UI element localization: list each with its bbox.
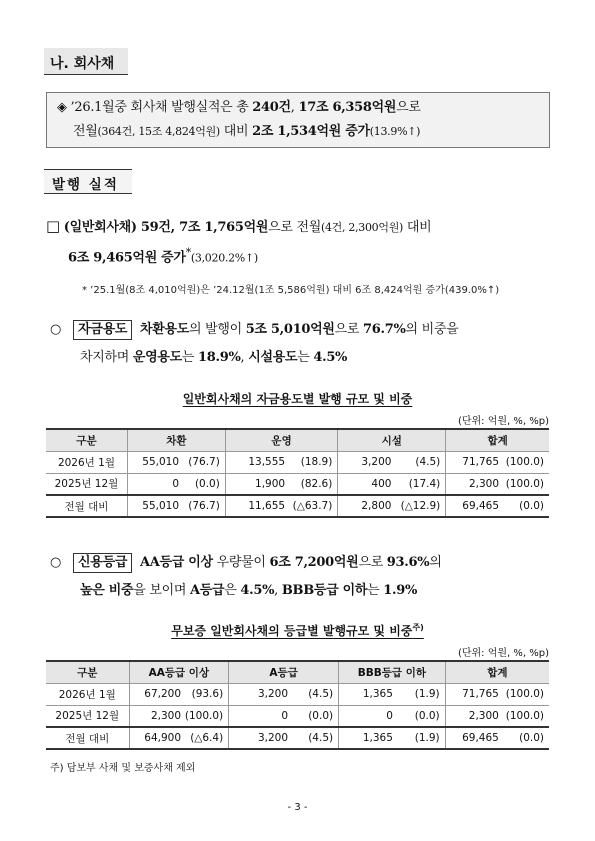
- operating-label: 운영용도: [132, 350, 182, 365]
- cell-percent: (1.9): [395, 683, 445, 705]
- cell-percent: (△63.7): [287, 495, 338, 517]
- square-bullet-icon: □: [46, 217, 60, 235]
- main-text: 으로 전월: [268, 220, 321, 235]
- header-bbb: BBB등급 이하: [339, 661, 446, 683]
- row-label: 전월 대비: [46, 727, 129, 749]
- table2-title: [0, 622, 595, 639]
- cell-percent: (0.0): [501, 495, 549, 517]
- funds-text: 의 비중을: [405, 322, 459, 337]
- main-paragraph-line-1: [46, 214, 431, 240]
- table-row: [46, 683, 549, 705]
- summary-prev-month: (364건, 15조 4,824억원): [97, 125, 220, 138]
- funds-text: 차지하며: [80, 350, 133, 365]
- summary-increase: 2조 1,534억원 증가: [252, 124, 370, 139]
- cell-value: 2,300: [446, 473, 501, 495]
- table-row: [46, 727, 549, 749]
- a-share: 4.5%: [240, 583, 275, 598]
- row-label: 2026년 1월: [46, 451, 127, 473]
- row-label: 2025년 12월: [46, 705, 129, 727]
- main-text: 대비: [403, 220, 432, 235]
- cell-value: 11,655: [225, 495, 287, 517]
- row-label: 전월 대비: [46, 495, 127, 517]
- summary-text: 대비: [219, 124, 253, 139]
- aa-amount: 6조 7,200억원: [269, 555, 359, 570]
- cell-value: 1,900: [225, 473, 287, 495]
- bbb-label: BBB등급 이하: [281, 583, 368, 598]
- cell-value: 67,200: [129, 683, 183, 705]
- diamond-bullet-icon: ◈: [57, 100, 67, 115]
- funds-line-2: [50, 344, 458, 372]
- header-total: 합계: [446, 429, 549, 451]
- cell-percent: (△12.9): [393, 495, 445, 517]
- header-refinancing: 차환: [127, 429, 225, 451]
- funds-text: ,: [240, 350, 249, 365]
- credit-line-2: [50, 577, 442, 605]
- credit-text: 우량물이: [212, 555, 270, 570]
- cell-value: 400: [338, 473, 394, 495]
- header-category: 구분: [46, 661, 129, 683]
- summary-box: [46, 92, 550, 148]
- summary-text: ,: [290, 100, 299, 115]
- section-title: 나. 회사채: [44, 48, 128, 75]
- header-category: 구분: [46, 429, 127, 451]
- header-facility: 시설: [338, 429, 446, 451]
- summary-line-1: [57, 96, 549, 120]
- table2-title-text: 무보증 일반회사채의 등급별 발행규모 및 비중: [171, 624, 413, 638]
- cell-value: 2,300: [445, 705, 501, 727]
- cell-value: 64,900: [129, 727, 183, 749]
- cell-percent: (4.5): [290, 683, 339, 705]
- table-row: [46, 473, 549, 495]
- funds-usage-paragraph: [50, 316, 458, 372]
- cell-value: 13,555: [225, 451, 287, 473]
- credit-rating-paragraph: [50, 549, 442, 605]
- cell-percent: (76.7): [181, 451, 225, 473]
- cell-value: 1,365: [339, 727, 395, 749]
- table2-title-note: 주): [412, 623, 424, 632]
- cell-percent: (100.0): [501, 451, 549, 473]
- cell-percent: (100.0): [501, 473, 549, 495]
- table-row: [46, 705, 549, 727]
- cell-value: 3,200: [229, 727, 290, 749]
- table1-unit: (단위: 억원, %, %p): [457, 416, 549, 427]
- row-label: 2026년 1월: [46, 683, 129, 705]
- cell-percent: (76.7): [181, 495, 225, 517]
- cell-percent: (100.0): [183, 705, 229, 727]
- table-header-row: [46, 661, 549, 683]
- cell-percent: (17.4): [393, 473, 445, 495]
- cell-value: 69,465: [445, 727, 501, 749]
- main-prev-month: (4건, 2,300억원): [320, 221, 404, 234]
- funds-usage-tag: 자금용도: [73, 320, 132, 340]
- aa-label: AA등급 이상: [139, 555, 213, 570]
- cell-value: 3,200: [229, 683, 290, 705]
- sub-title: 발행 실적: [44, 169, 132, 194]
- a-label: A등급: [189, 583, 225, 598]
- summary-line-2: [57, 120, 549, 144]
- table2-unit: (단위: 억원, %, %p): [457, 648, 549, 659]
- operating-share: 18.9%: [198, 350, 241, 365]
- table-header-row: [46, 429, 549, 451]
- cell-value: 0: [339, 705, 395, 727]
- note-marker: *: [185, 246, 191, 259]
- cell-percent: (1.9): [395, 727, 445, 749]
- cell-value: 3,200: [338, 451, 394, 473]
- cell-percent: (93.6): [183, 683, 229, 705]
- summary-text: 전월: [73, 124, 98, 139]
- bbb-share: 1.9%: [383, 583, 418, 598]
- cell-percent: (4.5): [393, 451, 445, 473]
- credit-line-1: [50, 549, 442, 577]
- credit-text: ,: [274, 583, 282, 598]
- cell-percent: (0.0): [181, 473, 225, 495]
- credit-rating-tag: 신용등급: [73, 553, 132, 573]
- cell-value: 1,365: [339, 683, 395, 705]
- main-paragraph: [46, 214, 431, 270]
- high-share-label: 높은 비중: [80, 583, 134, 598]
- cell-value: 55,010: [127, 495, 181, 517]
- summary-text: ’26.1월중 회사채 발행실적은 총: [70, 100, 253, 115]
- table-row: [46, 451, 549, 473]
- credit-rating-table: [46, 660, 549, 750]
- cell-value: 71,765: [446, 451, 501, 473]
- summary-amount: 17조 6,358억원: [298, 100, 397, 115]
- row-label: 2025년 12월: [46, 473, 127, 495]
- circle-bullet-icon: ○: [50, 322, 62, 337]
- cell-value: 0: [127, 473, 181, 495]
- summary-rate: (13.9%↑): [369, 125, 421, 138]
- funds-text: 의 발행이: [188, 322, 246, 337]
- cell-percent: (100.0): [501, 705, 549, 727]
- cell-percent: (82.6): [287, 473, 338, 495]
- credit-text: 을 보이며: [133, 583, 190, 598]
- refinancing-share: 76.7%: [363, 322, 406, 337]
- main-increase: 6조 9,465억원 증가: [68, 250, 186, 266]
- cell-value: 0: [229, 705, 290, 727]
- aa-share: 93.6%: [386, 555, 430, 570]
- header-operating: 운영: [225, 429, 337, 451]
- cell-percent: (0.0): [395, 705, 445, 727]
- cell-percent: (100.0): [501, 683, 549, 705]
- cell-value: 55,010: [127, 451, 181, 473]
- header-total: 합계: [445, 661, 549, 683]
- cell-percent: (0.0): [501, 727, 549, 749]
- cell-percent: (4.5): [290, 727, 339, 749]
- refinancing-amount: 5조 5,010억원: [245, 322, 335, 337]
- table1-title-text: 일반회사채의 자금용도별 발행 규모 및 비중: [182, 392, 413, 406]
- page-number: - 3 -: [287, 802, 308, 813]
- funds-line-1: [50, 316, 458, 344]
- funds-usage-table: [46, 428, 549, 518]
- footnote: 주) 담보부 사채 및 보증사채 제외: [50, 763, 196, 774]
- credit-text: 의: [429, 555, 442, 570]
- funds-text: 는: [297, 350, 314, 365]
- refinancing-label: 차환용도: [139, 322, 189, 337]
- cell-value: 2,300: [129, 705, 183, 727]
- credit-text: 은: [224, 583, 241, 598]
- cell-value: 2,800: [338, 495, 394, 517]
- credit-text: 는: [367, 583, 384, 598]
- facility-label: 시설용도: [248, 350, 298, 365]
- cell-percent: (△6.4): [183, 727, 229, 749]
- summary-text: 으로: [396, 100, 421, 115]
- cell-percent: (0.0): [290, 705, 339, 727]
- cell-value: 71,765: [445, 683, 501, 705]
- asterisk-note: * ’25.1월(8조 4,010억원)은 ’24.12월(1조 5,586억원) 대비 6조 8,424억원 증가(439.0%↑): [82, 285, 500, 296]
- main-paragraph-line-2: [46, 240, 431, 270]
- funds-text: 는: [181, 350, 199, 365]
- credit-text: 으로: [358, 555, 387, 570]
- table1-title: [0, 390, 595, 407]
- header-a: A등급: [229, 661, 339, 683]
- funds-text: 으로: [334, 322, 363, 337]
- cell-value: 69,465: [446, 495, 501, 517]
- main-rate: (3,020.2%↑): [190, 251, 258, 265]
- header-aa: AA등급 이상: [129, 661, 229, 683]
- circle-bullet-icon: ○: [50, 555, 62, 570]
- summary-count: 240건: [252, 100, 291, 115]
- table-row: [46, 495, 549, 517]
- main-amount: (일반회사채) 59건, 7조 1,765억원: [63, 220, 269, 235]
- facility-share: 4.5%: [313, 350, 348, 365]
- cell-percent: (18.9): [287, 451, 338, 473]
